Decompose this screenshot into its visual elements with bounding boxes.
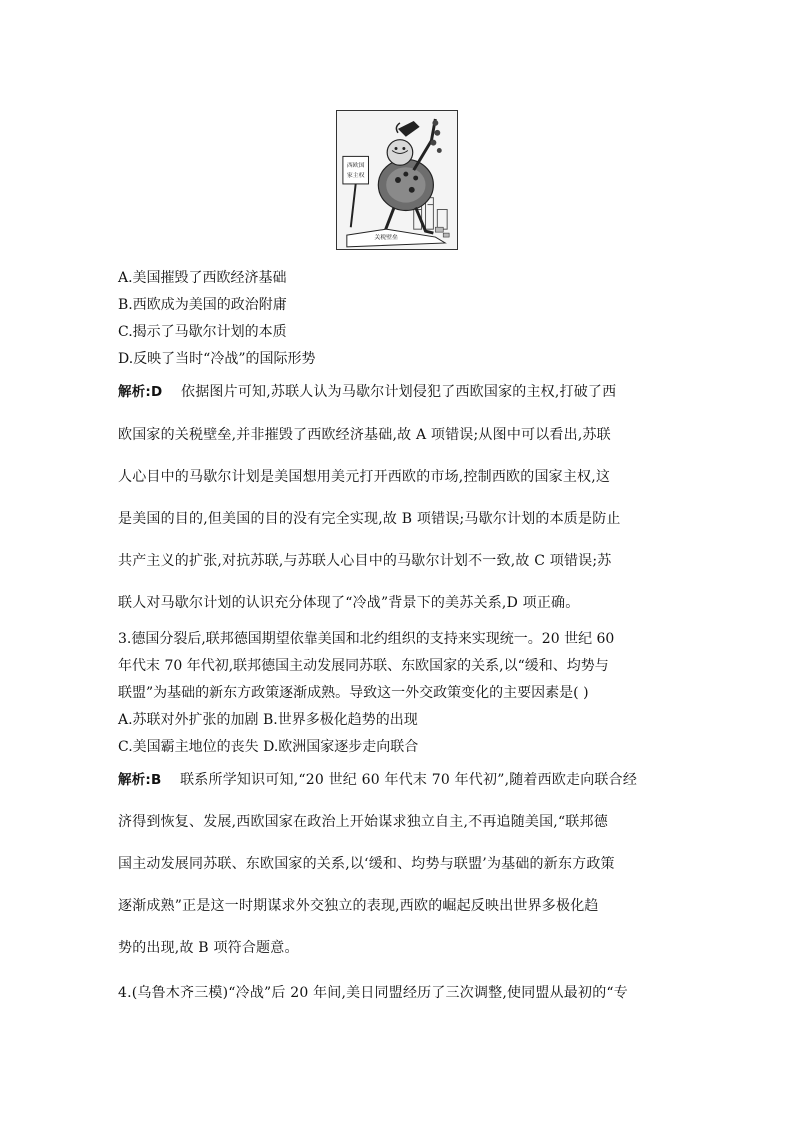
q2-option-a: A.美国摧毁了西欧经济基础 (118, 270, 287, 286)
cartoon-sign-bottom-text: 关税壁垒 (374, 235, 398, 242)
q3-stem-line-1: 3.德国分裂后,联邦德国期望依靠美国和北约组织的支持来实现统一。20 世纪 60 (118, 631, 615, 647)
q2-analysis-label: 解析:D (118, 384, 163, 400)
q3-stem-line-3: 联盟”为基础的新东方政策逐渐成熟。导致这一外交政策变化的主要因素是( ) (118, 685, 589, 701)
q2-option-d: D.反映了当时“冷战”的国际形势 (118, 351, 316, 367)
q3-options-line-2: C.美国霸主地位的丧失 D.欧洲国家逐步走向联合 (118, 739, 419, 755)
q3-analysis-line-5: 势的出现,故 B 项符合题意。 (118, 940, 299, 956)
q3-options-line-1: A.苏联对外扩张的加剧 B.世界多极化趋势的出现 (118, 712, 418, 728)
q3-analysis-line-3: 国主动发展同苏联、东欧国家的关系,以‘缓和、均势与联盟’为基础的新东方政策 (118, 856, 615, 872)
cartoon-sign-left-text-2: 家主权 (346, 173, 365, 180)
q2-analysis-line-1: 解析:D 依据图片可知,苏联人认为马歇尔计划侵犯了西欧国家的主权,打破了西 (118, 384, 617, 400)
q3-stem-line-2: 年代末 70 年代初,联邦德国主动发展同苏联、东欧国家的关系,以“缓和、均势与 (118, 658, 609, 674)
cartoon-sign-left-text-1: 西欧国 (346, 163, 365, 170)
q4-stem-line-1: 4.(乌鲁木齐三模)“冷战”后 20 年间,美日同盟经历了三次调整,使同盟从最初的“专 (118, 985, 628, 1001)
cartoon-image (336, 110, 458, 250)
q2-analysis-line-3: 人心目中的马歇尔计划是美国想用美元打开西欧的市场,控制西欧的国家主权,这 (118, 469, 611, 485)
q3-analysis-label: 解析:B (118, 772, 162, 788)
q2-analysis-line-2: 欧国家的关税壁垒,并非摧毁了西欧经济基础,故 A 项错误;从图中可以看出,苏联 (118, 427, 611, 443)
q2-option-c: C.揭示了马歇尔计划的本质 (118, 324, 287, 340)
q2-analysis-line-6: 联人对马歇尔计划的认识充分体现了“冷战”背景下的美苏关系,D 项正确。 (118, 595, 580, 611)
q2-analysis-line-5: 共产主义的扩张,对抗苏联,与苏联人心目中的马歇尔计划不一致,故 C 项错误;苏 (118, 553, 612, 569)
cartoon-drawing (337, 111, 457, 249)
q2-analysis-line-4: 是美国的目的,但美国的目的没有完全实现,故 B 项错误;马歇尔计划的本质是防止 (118, 511, 621, 527)
q3-analysis-line-1: 解析:B 联系所学知识可知,“20 世纪 60 年代末 70 年代初”,随着西欧走向联合经 (118, 772, 638, 788)
q3-analysis-line-4: 逐渐成熟”正是这一时期谋求外交独立的表现,西欧的崛起反映出世界多极化趋 (118, 898, 599, 914)
q3-analysis-line-2: 济得到恢复、发展,西欧国家在政治上开始谋求独立自主,不再追随美国,“联邦德 (118, 814, 608, 830)
q2-option-b: B.西欧成为美国的政治附庸 (118, 297, 287, 313)
